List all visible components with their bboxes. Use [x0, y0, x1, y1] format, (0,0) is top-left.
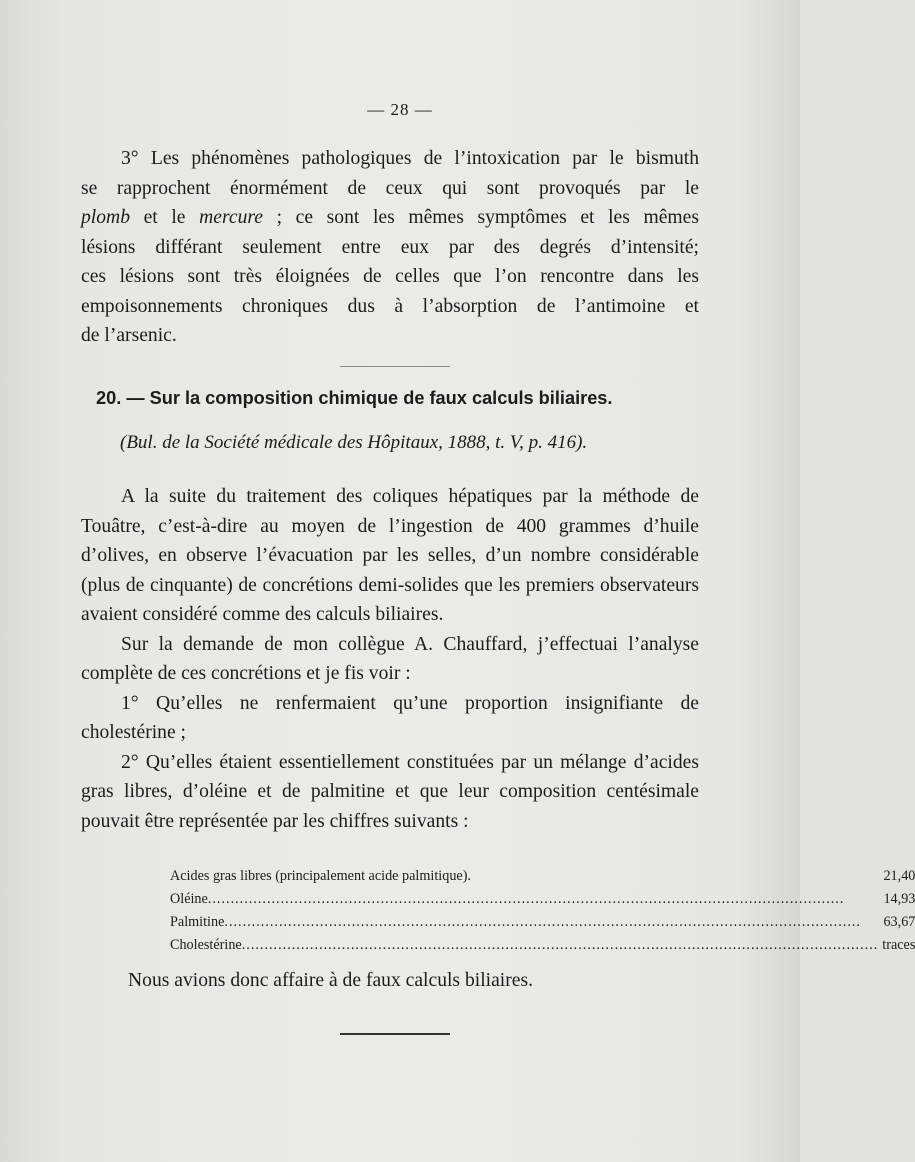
table-row — [170, 891, 915, 914]
intro-paragraph — [81, 144, 699, 351]
paragraph-2: Sur la demande de mon collègue A. Chauffard, j’effectuai l’analyse complète de ces concrétions et je fis voir : — [81, 633, 699, 684]
intro-line: se rapprochent énormément de ceux qui sont provoqués par le — [81, 177, 699, 199]
bibliographic-reference: (Bul. de la Société médicale des Hôpitaux, 1888, t. V, p. 416). — [120, 432, 588, 453]
component-name: Acides gras libres (principalement acide palmitique). — [170, 868, 471, 884]
conclusion-text: Nous avions donc affaire à de faux calculs biliaires. — [128, 970, 533, 991]
intro-line: plomb et le mercure ; ce sont les mêmes symptômes et les mêmes — [81, 207, 699, 228]
paragraph-3: 1° Qu’elles ne renfermaient qu’une proportion insignifiante de cholestérine ; — [81, 692, 699, 743]
intro-line: 3° Les phénomènes pathologiques de l’intoxication par le bismuth — [121, 148, 699, 169]
dot-leader — [242, 937, 879, 954]
section-separator — [340, 366, 450, 367]
table-row — [170, 914, 915, 937]
table-row — [170, 937, 915, 960]
table-row — [170, 868, 915, 891]
intro-line: lésions différant seulement entre eux par des degrés d’intensité; — [81, 236, 699, 258]
page-number: — 28 — — [367, 100, 433, 119]
intro-line: empoisonnements chroniques dus à l’absorption de l’antimoine et — [81, 295, 699, 317]
component-name: Oléine — [170, 891, 208, 907]
dot-leader — [224, 914, 878, 931]
composition-table — [170, 868, 915, 960]
emphasis: mercure — [199, 207, 263, 228]
body-text — [81, 482, 699, 836]
intro-line: de l’arsenic. — [81, 325, 177, 346]
component-value: 63,67 — [883, 914, 915, 930]
end-rule — [340, 1033, 450, 1035]
component-name: Palmitine — [170, 914, 225, 930]
dot-leader — [208, 891, 878, 908]
emphasis: plomb — [81, 207, 130, 228]
paragraph-1: A la suite du traitement des coliques hépatiques par la méthode de Touâtre, c’est-à-dire au moyen de l’ingestion de 400 grammes d’huile d’olives, en observe l’évacuation par les selles, d’un nombre considérable (plus de cinquante) de concrétions demi-solides que les premiers observateurs avaient considéré comme des calculs biliaires. — [81, 486, 699, 625]
intro-line: ces lésions sont très éloignées de celles que l’on rencontre dans les — [81, 266, 699, 287]
section-heading: 20. — Sur la composition chimique de faux calculs biliaires. — [96, 388, 613, 408]
component-value: traces — [882, 937, 915, 953]
component-value: 21,40 — [883, 868, 915, 884]
paragraph-4: 2° Qu’elles étaient essentiellement constituées par un mélange d’acides gras libres, d’oléine et de palmitine et que leur composition centésimale pouvait être représentée par les chiffres suivants : — [81, 751, 699, 832]
component-value: 14,93 — [883, 891, 915, 907]
component-name: Cholestérine — [170, 937, 242, 953]
